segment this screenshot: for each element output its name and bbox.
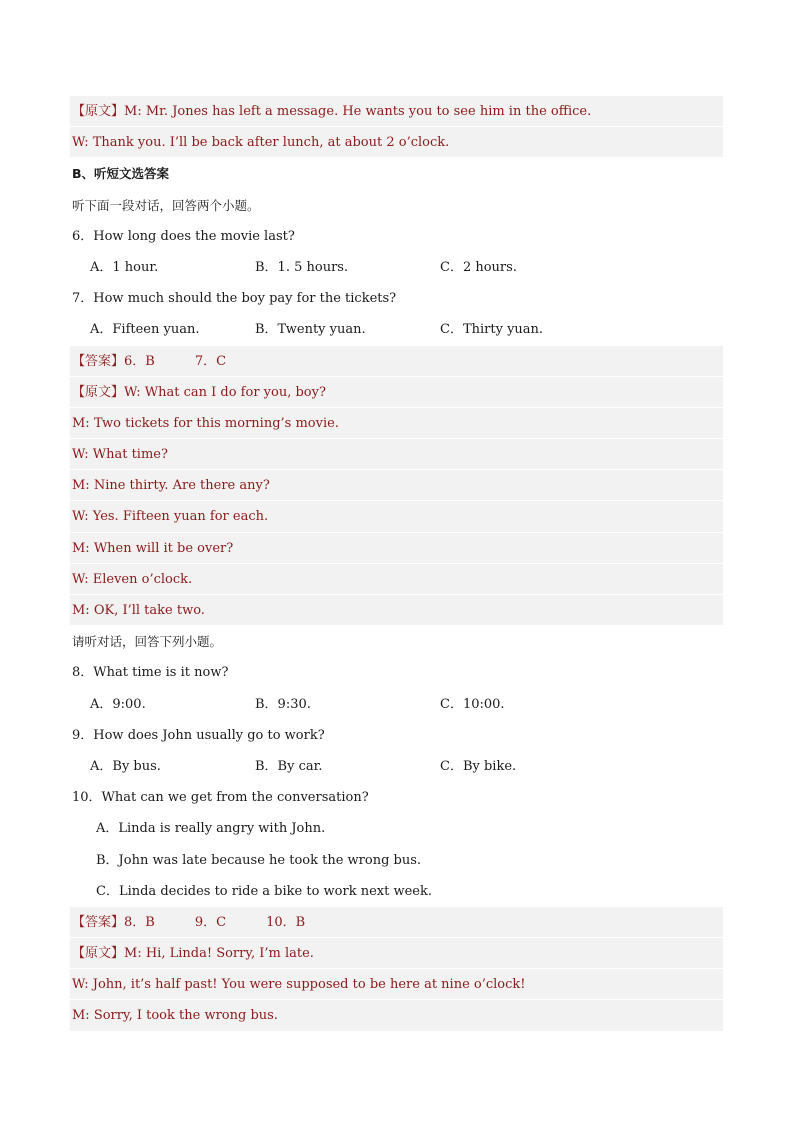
option-c: C．Thirty yuan. [440,322,544,338]
transcript-text: M: Mr. Jones has left a message. He wants you to see him in the office. [124,104,592,119]
document-page [70,96,723,1032]
transcript-line: W: Thank you. I’ll be back after lunch, at about 2 o’clock. [70,127,723,158]
question-stem: 6．How long does the movie last? [72,228,295,244]
option-b: B．1. 5 hours. [255,259,349,275]
answer-item: 10．B [266,914,306,930]
section-instructions: 听下面一段对话，回答两个小题。 [72,197,260,213]
option-a: A．9:00. [90,696,146,712]
transcript-line [70,377,723,408]
answer-tag: 【答案】 [72,353,125,369]
question-options [70,751,723,782]
answer-key [70,907,723,938]
option-a: A．Linda is really angry with John. [96,821,326,837]
option-b: B．John was late because he took the wrong bus. [96,852,422,868]
option-c: C．Linda decides to ride a bike to work next week. [96,883,432,899]
option-a: A．Fifteen yuan. [90,322,200,338]
question-stem: 10．What can we get from the conversation? [72,790,369,806]
option-b: B．Twenty yuan. [255,322,366,338]
transcript-line: M: Sorry, I took the wrong bus. [70,1000,723,1031]
transcript-line: M: OK, I’ll take two. [70,595,723,626]
option-c: C．2 hours. [440,259,517,275]
source-tag: 【原文】 [72,946,125,962]
section-instructions: 请听对话，回答下列小题。 [72,634,223,650]
answer-tag: 【答案】 [72,914,125,930]
answer-item: 8．B [124,914,155,930]
transcript-text: M: Hi, Linda! Sorry, I’m late. [124,946,314,962]
question-stem: 9．How does John usually go to work? [72,727,325,743]
question-options [70,314,723,345]
answer-item: 7．C [194,353,227,369]
transcript-line: M: Nine thirty. Are there any? [70,470,723,501]
transcript-line: M: When will it be over? [70,533,723,564]
question-stem: 8．What time is it now? [72,665,229,681]
option-c: C．10:00. [440,696,505,712]
option-a: A．1 hour. [90,259,159,275]
option-b: B．By car. [255,758,323,774]
answer-item: 9．C [194,914,227,930]
section-heading: B、听短文选答案 [72,166,170,182]
transcript-line: W: Yes. Fifteen yuan for each. [70,501,723,532]
transcript-line: W: John, it’s half past! You were supposed to be here at nine o’clock! [70,969,723,1000]
question-options [70,689,723,720]
answer-item: 6．B [124,353,155,369]
source-tag: 【原文】 [72,384,125,400]
question-stem: 7．How much should the boy pay for the tickets? [72,291,397,307]
option-a: A．By bus. [90,758,161,774]
transcript-text: W: What can I do for you, boy? [124,384,326,400]
transcript-line: W: What time? [70,439,723,470]
transcript-line: W: Eleven o’clock. [70,564,723,595]
option-c: C．By bike. [440,758,517,774]
transcript-line [70,938,723,969]
source-tag: 【原文】 [72,104,125,119]
option-b: B．9:30. [255,696,311,712]
answer-key [70,346,723,377]
question-options [70,252,723,283]
transcript-line [70,96,723,127]
transcript-line: M: Two tickets for this morning’s movie. [70,408,723,439]
